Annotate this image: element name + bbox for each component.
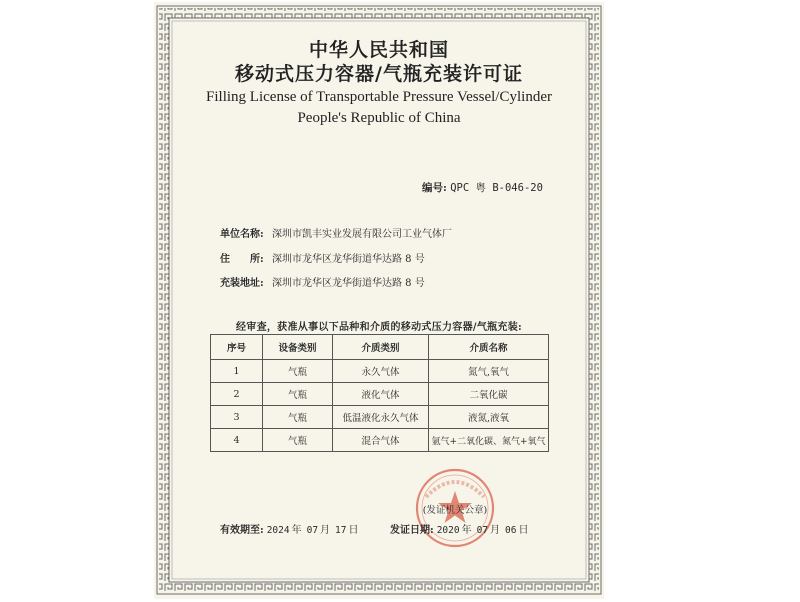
table-header-row	[211, 335, 549, 360]
cell-medium-name: 二氧化碳	[429, 383, 549, 406]
header-equipment-category: 设备类别	[263, 335, 333, 360]
filling-address-value: 深圳市龙华区龙华街道华达路 8 号	[272, 278, 425, 289]
header-serial: 序号	[211, 335, 263, 360]
issue-date-label: 发证日期:	[390, 525, 434, 536]
header-medium-name: 介质名称	[429, 335, 549, 360]
license-number-label: 编号:	[422, 182, 447, 194]
cell-medium-name: 氮气,氧气	[429, 360, 549, 383]
issue-date	[390, 521, 531, 536]
cell-medium-name: 液氮,液氧	[429, 406, 549, 429]
issuing-authority-seal-label: (发证机关公章)	[422, 505, 488, 516]
unit-name-label: 单位名称:	[220, 229, 264, 240]
issue-year-unit: 年	[461, 525, 472, 536]
unit-name-value: 深圳市凯丰实业发展有限公司工业气体厂	[272, 229, 452, 240]
unit-name-row	[220, 225, 452, 240]
license-certificate	[154, 2, 604, 599]
cell-equipment: 气瓶	[263, 383, 333, 406]
cell-medium-category: 混合气体	[333, 429, 429, 452]
issue-day: 06	[505, 525, 517, 536]
cell-medium-category: 永久气体	[333, 360, 429, 383]
filling-address-row	[220, 274, 425, 289]
title-en-license: Filling License of Transportable Pressure Vessel/Cylinder	[206, 89, 552, 105]
license-number	[422, 180, 543, 195]
title-cn-country: 中华人民共和国	[308, 39, 449, 61]
valid-month: 07	[306, 525, 319, 536]
valid-day-unit: 日	[348, 525, 359, 536]
valid-year-unit: 年	[291, 525, 302, 536]
table-row	[211, 360, 549, 383]
title-cn-license: 移动式压力容器/气瓶充装许可证	[235, 63, 523, 85]
cell-serial: 1	[211, 360, 263, 383]
approval-statement: 经审查，获准从事以下品种和介质的移动式压力容器/气瓶充装:	[235, 322, 523, 333]
cell-medium-name: 氩气+二氧化碳、氮气+氧气	[429, 429, 549, 452]
address-value: 深圳市龙华区龙华街道华达路 8 号	[272, 254, 425, 265]
cell-serial: 4	[211, 429, 263, 452]
filling-address-label: 充装地址:	[220, 278, 264, 289]
cell-equipment: 气瓶	[263, 429, 333, 452]
certificate-titles	[154, 38, 604, 128]
table-row	[211, 383, 549, 406]
table-row	[211, 406, 549, 429]
header-medium-category: 介质类别	[333, 335, 429, 360]
issue-year: 2020	[436, 525, 460, 536]
issue-month: 07	[476, 525, 489, 536]
cell-equipment: 气瓶	[263, 406, 333, 429]
issue-month-unit: 月	[490, 525, 501, 536]
valid-until-label: 有效期至:	[220, 525, 264, 536]
cell-medium-category: 液化气体	[333, 383, 429, 406]
valid-day: 17	[335, 525, 347, 536]
cell-equipment: 气瓶	[263, 360, 333, 383]
table-row	[211, 429, 549, 452]
address-label: 住 所:	[220, 254, 264, 265]
issue-day-unit: 日	[518, 525, 529, 536]
valid-year: 2024	[266, 525, 290, 536]
license-table	[210, 334, 549, 452]
address-row	[220, 250, 425, 265]
cell-serial: 3	[211, 406, 263, 429]
validity-date	[220, 521, 361, 536]
valid-month-unit: 月	[320, 525, 331, 536]
license-number-value: QPC 粤 B-046-20	[450, 182, 543, 194]
cell-serial: 2	[211, 383, 263, 406]
title-en-country: People's Republic of China	[297, 110, 461, 126]
cell-medium-category: 低温液化永久气体	[333, 406, 429, 429]
